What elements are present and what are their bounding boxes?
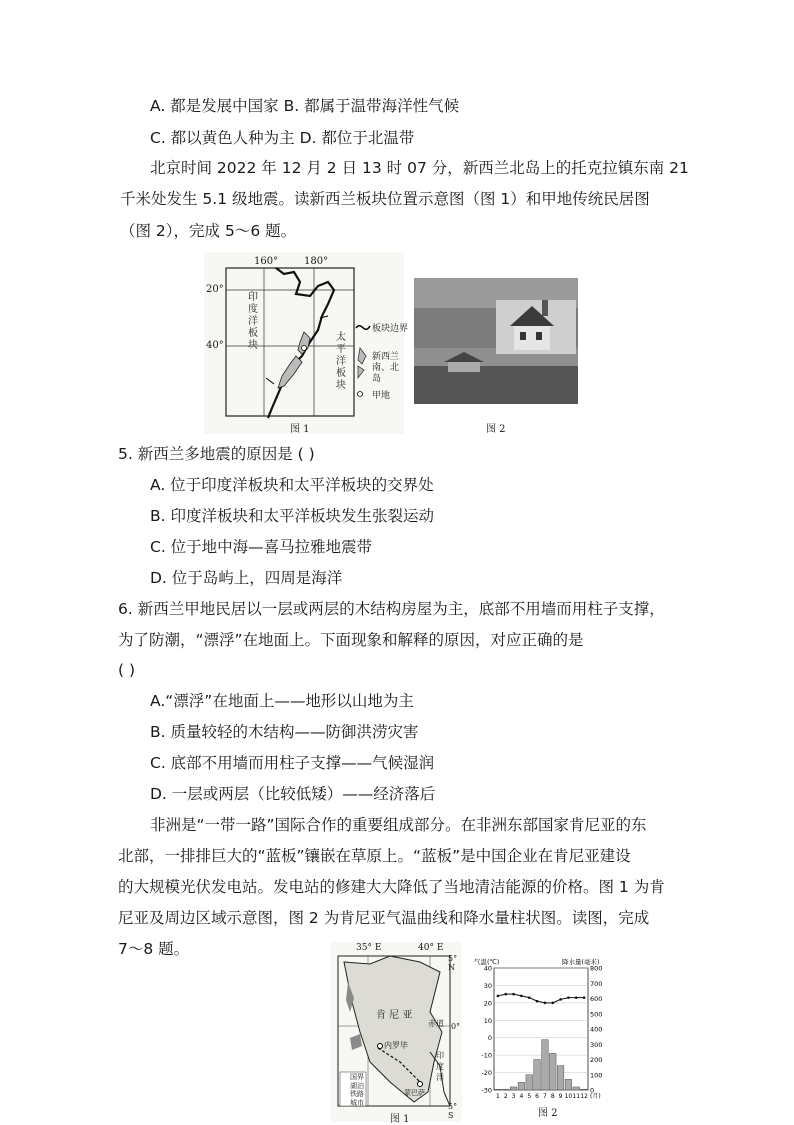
- precipitation-bar: [557, 1066, 564, 1090]
- q6-option-a: A.“漂浮”在地面上——地形以山地为主: [150, 692, 414, 710]
- q6-stem-line3: ( ): [118, 661, 136, 679]
- x-tick-label: 2: [503, 1093, 508, 1100]
- kenya-fig1-caption: 图 1: [390, 1114, 410, 1125]
- x-tick-label: 12: [580, 1093, 588, 1100]
- q5-option-b: B. 印度洋板块和太平洋板块发生张裂运动: [150, 507, 434, 525]
- label-pacific-plate: 太 平 洋 板 块: [336, 332, 346, 391]
- nz-fig1-caption: 图 1: [290, 424, 310, 435]
- temperature-point: [567, 996, 570, 999]
- q6-stem-line2: 为了防潮，“漂浮”在地面上。下面现象和解释的原因，对应正确的是: [118, 631, 584, 649]
- precipitation-bar: [502, 1089, 509, 1090]
- label-nairobi: 内罗毕: [384, 1041, 408, 1050]
- y-right-tick-label: 200: [590, 1056, 603, 1064]
- q5-option-c: C. 位于地中海—喜马拉雅地震带: [150, 538, 373, 556]
- q6-option-b: B. 质量较轻的木结构——防御洪涝灾害: [150, 723, 419, 741]
- label-5n: 5° N: [448, 954, 458, 972]
- temperature-point: [528, 996, 531, 999]
- legend-islands: 新西兰南、北岛: [372, 352, 400, 384]
- label-40: 40°: [206, 340, 224, 351]
- y-right-tick-label: 300: [590, 1040, 603, 1049]
- intro-7-8-line4: 尼亚及周边区域示意图，图 2 为肯尼亚气温曲线和降水量柱状图。读图，完成: [118, 909, 650, 927]
- x-tick-label: 5: [527, 1093, 532, 1100]
- y-left-tick-label: -20: [481, 1069, 492, 1078]
- photo-fig2-caption: 图 2: [486, 424, 506, 435]
- intro-5-6-line1: 北京时间 2022 年 12 月 2 日 13 时 07 分，新西兰北岛上的托克拉镇东南 21: [150, 159, 689, 177]
- label-180: 180°: [304, 256, 329, 267]
- y-left-tick-label: 0: [487, 1034, 492, 1043]
- y-right-tick-label: 100: [590, 1071, 603, 1080]
- precipitation-bar: [495, 1089, 502, 1090]
- climate-chart-svg: [470, 956, 620, 1116]
- precipitation-bar: [565, 1079, 572, 1090]
- kenya-climate-chart: [470, 956, 620, 1119]
- temperature-point: [575, 996, 578, 999]
- nz-legend: [352, 318, 412, 402]
- x-tick-label: 3: [511, 1093, 516, 1100]
- kenya-fig2-caption: 图 2: [538, 1108, 558, 1119]
- x-unit-label: (月): [590, 1093, 601, 1100]
- precipitation-bar: [549, 1053, 556, 1090]
- temperature-point: [512, 993, 515, 996]
- y-right-tick-label: 800: [590, 964, 603, 973]
- x-tick-label: 8: [550, 1093, 555, 1100]
- x-tick-label: 1: [496, 1093, 500, 1100]
- y-left-tick-label: 40: [483, 964, 492, 973]
- precipitation-bar: [573, 1087, 580, 1090]
- temperature-point: [544, 1002, 547, 1005]
- intro-5-6-line2: 千米处发生 5.1 级地震。读新西兰板块位置示意图（图 1）和甲地传统民居图: [120, 190, 650, 208]
- q4-options-line2: C. 都以黄色人种为主 D. 都位于北温带: [150, 129, 415, 147]
- y-left-tick-label: -30: [481, 1086, 492, 1095]
- q5-option-d: D. 位于岛屿上，四周是海洋: [150, 569, 343, 587]
- y-left-tick-label: 20: [483, 999, 492, 1008]
- kenya-legend: 国界 湖泊 铁路 城市: [350, 1073, 364, 1107]
- y-left-tick-label: 30: [483, 981, 492, 990]
- label-kenya: 肯 尼 亚: [376, 1010, 413, 1021]
- label-mombasa: 蒙巴萨: [404, 1089, 425, 1097]
- precipitation-bar: [581, 1089, 588, 1090]
- intro-7-8-line3: 的大规模光伏发电站。发电站的修建大大降低了当地清洁能源的价格。图 1 为肯: [118, 878, 665, 896]
- label-160: 160°: [254, 256, 279, 267]
- intro-5-6-line3: （图 2），完成 5～6 题。: [120, 222, 297, 240]
- x-tick-label: 6: [535, 1093, 539, 1100]
- intro-7-8-line5: 7～8 题。: [118, 940, 190, 958]
- q6-stem-line1: 6. 新西兰甲地民居以一层或两层的木结构房屋为主，底部不用墙而用柱子支撑，: [118, 600, 665, 618]
- label-indian-ocean: 印 度 洋: [436, 1051, 444, 1082]
- precipitation-bar: [526, 1075, 533, 1090]
- intro-7-8-line1: 非洲是“一带一路”国际合作的重要组成部分。在非洲东部国家肯尼亚的东: [150, 816, 647, 834]
- precipitation-bar: [534, 1060, 541, 1091]
- y-left-tick-label: 10: [483, 1016, 492, 1025]
- temperature-point: [551, 1002, 554, 1005]
- temperature-point: [536, 1000, 539, 1003]
- y-right-tick-label: 400: [590, 1025, 603, 1034]
- precipitation-bar: [518, 1082, 525, 1090]
- x-tick-label: 10: [564, 1093, 573, 1100]
- temperature-point: [520, 995, 523, 998]
- x-tick-label: 11: [572, 1093, 581, 1100]
- kenya-map: [330, 942, 462, 1125]
- temperature-point: [583, 996, 586, 999]
- y-left-axis-title: 气温(℃): [474, 958, 500, 966]
- temperature-point: [559, 998, 562, 1001]
- q4-options-line1: A. 都是发展中国家 B. 都属于温带海洋性气候: [150, 97, 460, 115]
- x-tick-label: 7: [543, 1093, 547, 1100]
- q6-option-d: D. 一层或两层（比较低矮）——经济落后: [150, 785, 436, 803]
- legend-jia: 甲地: [372, 391, 391, 401]
- y-left-tick-label: -10: [481, 1051, 492, 1060]
- label-35e: 35° E: [356, 943, 382, 953]
- y-right-axis-title: 降水量(毫米): [562, 958, 600, 966]
- y-right-tick-label: 600: [590, 995, 603, 1003]
- y-right-tick-label: 700: [590, 979, 603, 988]
- temperature-point: [504, 993, 507, 996]
- temperature-point: [497, 995, 500, 998]
- y-right-tick-label: 500: [590, 1010, 603, 1019]
- precipitation-bar: [510, 1087, 517, 1090]
- label-equator: 赤道: [428, 1019, 444, 1028]
- x-tick-label: 9: [558, 1093, 563, 1100]
- label-0: 0°: [451, 1022, 461, 1031]
- label-20: 20°: [206, 284, 224, 295]
- precipitation-bar: [542, 1040, 549, 1090]
- q6-option-c: C. 底部不用墙而用柱子支撑——气候湿润: [150, 754, 435, 772]
- label-40e: 40° E: [418, 943, 444, 953]
- label-indian-plate: 印 度 洋 板 块: [248, 292, 258, 351]
- intro-7-8-line2: 北部，一排排巨大的“蓝板”镶嵌在草原上。“蓝板”是中国企业在肯尼亚建设: [118, 847, 631, 865]
- y-right-tick-label: 0: [590, 1086, 595, 1095]
- legend-boundary: 板块边界: [372, 324, 409, 334]
- q5-option-a: A. 位于印度洋板块和太平洋板块的交界处: [150, 476, 434, 494]
- q5-stem: 5. 新西兰多地震的原因是 ( ): [118, 445, 315, 463]
- traditional-house-photo: [414, 278, 578, 435]
- x-tick-label: 4: [519, 1093, 524, 1100]
- label-5s: 5° S: [448, 1102, 458, 1120]
